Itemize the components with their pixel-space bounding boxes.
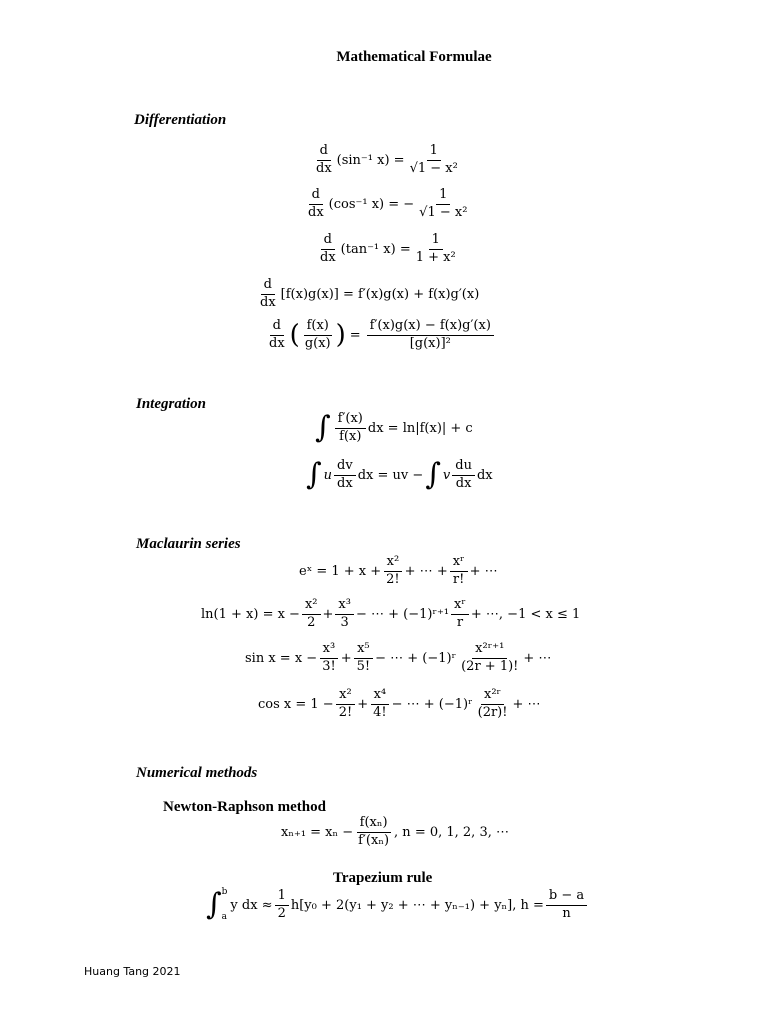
- frac-den: n: [562, 905, 571, 921]
- eq-text: sin x = x −: [245, 650, 318, 666]
- frac-num: x²ʳ: [481, 687, 504, 705]
- section-maclaurin: Maclaurin series: [136, 536, 241, 552]
- frac-num: b − a: [546, 888, 587, 906]
- section-differentiation: Differentiation: [134, 112, 227, 128]
- frac-den: 5!: [356, 658, 371, 674]
- frac-num: 1: [427, 143, 441, 161]
- frac-num: f(xₙ): [357, 815, 391, 833]
- frac-num: x³: [320, 641, 339, 659]
- frac-num: x²: [384, 554, 403, 572]
- lower-limit: a: [221, 912, 228, 923]
- eq-text: dx = uv −: [357, 467, 424, 483]
- frac-den: 2: [277, 905, 286, 921]
- frac-den: dx: [269, 335, 285, 351]
- frac-den: dx: [337, 475, 353, 491]
- eq-text: (cos⁻¹ x) = −: [328, 196, 415, 212]
- frac-den: dx: [308, 204, 324, 220]
- frac-den: 4!: [373, 704, 387, 720]
- eq-arcsin-derivative: [311, 143, 463, 178]
- frac-den: (2r + 1)!: [461, 658, 519, 674]
- section-integration: Integration: [136, 396, 207, 412]
- eq-text: + ⋯ +: [404, 563, 448, 579]
- eq-series-sin: [245, 641, 551, 676]
- section-numerical-methods: Numerical methods: [136, 765, 258, 781]
- eq-text: − ⋯ + (−1)ʳ⁺¹: [355, 606, 450, 622]
- frac-num: x²ʳ⁺¹: [472, 641, 507, 659]
- eq-text: h[y₀ + 2(y₁ + y₂ + ⋯ + yₙ₋₁) + yₙ], h =: [290, 897, 544, 913]
- eq-quotient-rule: $\frac{d}{dx}$ ( $\frac{f(x)}{g(x)}$ ) = $\frac{f'(x)g(x) - f(x)g'(x)}{\text{[g(x)]²}}$: [264, 318, 496, 353]
- frac-den: dx: [320, 249, 336, 265]
- subsection-newton-raphson: Newton-Raphson method: [163, 799, 326, 815]
- frac-num: x²: [302, 597, 321, 615]
- eq-series-cos: [258, 687, 541, 722]
- eq-series-ln: [201, 597, 580, 632]
- frac-num: x³: [335, 597, 354, 615]
- eq-text: xₙ₊₁ = xₙ −: [281, 824, 354, 840]
- frac-den: r!: [452, 571, 465, 587]
- frac-num: xʳ: [451, 597, 469, 615]
- eq-text: cos x = 1 −: [258, 696, 334, 712]
- eq-text: ln(1 + x) = x −: [201, 606, 300, 622]
- frac-den: dx: [316, 160, 332, 176]
- eq-text: dx: [476, 467, 493, 483]
- eq-integration-by-parts: ∫ u $\frac{dv}{dx}$ dx = uv − ∫ v $\frac{du}{dx}$ dx: [306, 457, 493, 493]
- eq-text: +: [340, 650, 352, 666]
- frac-den: g(x): [304, 335, 331, 351]
- eq-trapezium-rule: ∫ b a y dx ≈ $\frac{1}{2}$ h[y₀ + 2(y₁ + y₂ + ⋯ + yₙ₋₁) + yₙ], h = $\frac{b - a}{n}$: [204, 888, 589, 923]
- frac-num: du: [452, 458, 475, 476]
- eq-text: + ⋯: [523, 650, 552, 666]
- eq-text: − ⋯ + (−1)ʳ: [375, 650, 457, 666]
- frac-num: d: [309, 187, 323, 205]
- footer-author: Huang Tang 2021: [84, 965, 181, 978]
- frac-den: (2r)!: [477, 704, 508, 720]
- frac-num: d: [261, 277, 275, 295]
- frac-num: f′(x)g(x) − f(x)g′(x): [367, 318, 494, 336]
- frac-den: [g(x)]²: [409, 335, 451, 351]
- eq-text: y dx ≈: [230, 897, 273, 913]
- eq-text: (sin⁻¹ x) =: [336, 152, 405, 168]
- eq-text: v: [442, 467, 451, 483]
- frac-den: 3!: [322, 658, 336, 674]
- eq-text: u: [323, 467, 333, 483]
- page-title: Mathematical Formulae: [336, 49, 492, 65]
- eq-integral-log: ∫ $\frac{f'(x)}{f(x)}$ dx = ln|f(x)| + c: [315, 410, 473, 446]
- eq-series-exp: [299, 554, 498, 589]
- eq-text: + ⋯: [469, 563, 498, 579]
- eq-text: (tan⁻¹ x) =: [340, 241, 411, 257]
- frac-num: dv: [334, 458, 356, 476]
- frac-den: 3: [340, 614, 349, 630]
- frac-num: 1: [275, 888, 289, 906]
- frac-den: r: [456, 614, 464, 630]
- eq-text: +: [357, 696, 369, 712]
- eq-text: +: [322, 606, 334, 622]
- eq-text: + ⋯: [512, 696, 541, 712]
- frac-num: xʳ: [450, 554, 468, 572]
- eq-newton-raphson: [281, 815, 509, 850]
- frac-num: d: [317, 143, 331, 161]
- frac-den: √1 − x²: [419, 204, 468, 220]
- frac-den: 1 + x²: [415, 249, 456, 265]
- eq-product-rule: [255, 277, 479, 312]
- eq-text: dx = ln|f(x)| + c: [367, 420, 473, 436]
- eq-arctan-derivative: [315, 232, 461, 267]
- frac-num: 1: [436, 187, 450, 205]
- frac-num: x²: [336, 687, 355, 705]
- frac-den: 2!: [338, 704, 353, 720]
- frac-num: f(x): [304, 318, 332, 336]
- eq-arccos-derivative: [303, 187, 472, 222]
- frac-den: √1 − x²: [409, 160, 458, 176]
- frac-den: 2: [307, 614, 316, 630]
- eq-text: [f(x)g(x)] = f′(x)g(x) + f(x)g′(x): [280, 286, 480, 302]
- subsection-trapezium-rule: Trapezium rule: [333, 870, 433, 886]
- upper-limit: b: [221, 887, 228, 898]
- frac-num: d: [321, 232, 335, 250]
- eq-text: + ⋯, −1 < x ≤ 1: [470, 606, 581, 622]
- frac-num: x⁴: [371, 687, 390, 705]
- frac-num: f′(x): [335, 411, 366, 429]
- frac-den: 2!: [386, 571, 400, 587]
- frac-den: f′(xₙ): [358, 832, 390, 848]
- frac-den: dx: [455, 475, 472, 491]
- eq-text: eˣ = 1 + x +: [299, 563, 382, 579]
- frac-den: f(x): [339, 428, 362, 444]
- eq-text: , n = 0, 1, 2, 3, ⋯: [394, 824, 509, 840]
- frac-num: d: [270, 318, 284, 336]
- frac-num: x⁵: [354, 641, 373, 659]
- eq-text: − ⋯ + (−1)ʳ: [391, 696, 473, 712]
- frac-num: 1: [429, 232, 443, 250]
- frac-den: dx: [260, 294, 276, 310]
